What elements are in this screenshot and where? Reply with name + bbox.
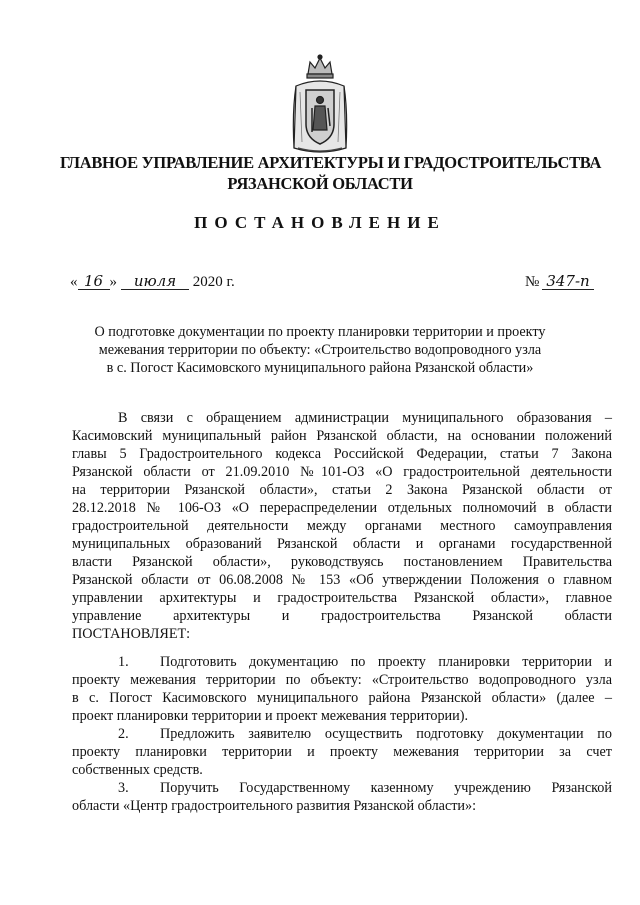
document-number <box>525 273 594 291</box>
subject-line-3: в с. Погост Касимовского муниципального района Рязанской области» <box>106 360 534 376</box>
item-line: проекту межевания территории по объекту: «Строительство водопроводного узла <box>72 672 612 688</box>
preamble-resolves: ПОСТАНОВЛЯЕТ: <box>72 626 191 642</box>
resolution-item-3 <box>72 779 612 815</box>
preamble-line: 28.12.2018 № 106-ОЗ «О перераспределении отдельных полномочий в области <box>72 500 612 516</box>
date-quote-close: » <box>109 274 117 290</box>
item-line: проект планировки территории и проект межевания территории). <box>72 708 469 724</box>
item-line: Подготовить документацию по проекту планировки территории и <box>160 654 612 670</box>
document-body <box>72 409 612 815</box>
preamble-line: градостроительной деятельности между органами местного самоуправления <box>72 518 612 534</box>
item-number: 2. <box>118 726 129 742</box>
preamble-line: Рязанской области от 06.08.2008 № 153 «Об утверждении Положения о главном <box>72 572 612 588</box>
item-line: Предложить заявителю осуществить подготовку документации по <box>160 726 612 742</box>
item-line: Поручить Государственному казенному учреждению Рязанской <box>160 780 612 796</box>
subject-line-1: О подготовке документации по проекту планировки территории и проекту <box>94 324 546 340</box>
date-month: июля <box>121 273 189 290</box>
preamble-line: управлении архитектуры и градостроительства Рязанской области», главное <box>72 590 612 606</box>
document-date <box>70 273 235 291</box>
date-year: 2020 г. <box>192 274 235 290</box>
coat-of-arms-emblem <box>288 52 352 156</box>
preamble-line: главы 5 Градостроительного кодекса Российской Федерации, статьи 7 Закона <box>72 446 612 462</box>
organization-name <box>60 152 602 194</box>
date-day: 16 <box>78 273 110 290</box>
number-value: 347-п <box>542 273 594 290</box>
item-line: области «Центр градостроительного развития Рязанской области»: <box>72 798 477 814</box>
preamble-line: власти Рязанской области», руководствуясь постановлением Правительства <box>72 554 612 570</box>
resolution-item-1 <box>72 653 612 725</box>
document-subject <box>90 323 550 377</box>
document-type-title: ПОСТАНОВЛЕНИЕ <box>194 213 446 232</box>
preamble-line: управление архитектуры и градостроительства Рязанской области <box>72 608 612 624</box>
preamble-line: В связи с обращением администрации муниципального образования – <box>118 410 612 426</box>
preamble-line: на территории Рязанской области», статьи 2 Закона Рязанской области от <box>72 482 612 498</box>
resolution-item-2 <box>72 725 612 779</box>
preamble-line: муниципальных образований Рязанской области и органами государственной <box>72 536 612 552</box>
organization-name-line-1: ГЛАВНОЕ УПРАВЛЕНИЕ АРХИТЕКТУРЫ И ГРАДОСТРОИТЕЛЬСТВА <box>60 153 602 172</box>
item-line: собственных средств. <box>72 762 203 778</box>
preamble-line: Рязанской области от 21.09.2010 №101-ОЗ «О градостроительной деятельности <box>72 464 612 480</box>
item-line: в с. Погост Касимовского муниципального района Рязанской области» (далее – <box>72 690 612 706</box>
item-number: 3. <box>118 780 129 796</box>
organization-name-line-2: РЯЗАНСКОЙ ОБЛАСТИ <box>227 174 413 193</box>
item-number: 1. <box>118 654 129 670</box>
preamble-line: Касимовский муниципальный район Рязанской области, на основании положений <box>72 428 612 444</box>
date-quote-open: « <box>70 274 78 290</box>
subject-line-2: межевания территории по объекту: «Строительство водопроводного узла <box>98 342 542 358</box>
item-line: проекту планировки территории и проекту межевания территории за счет <box>72 744 612 760</box>
number-prefix: № <box>525 274 540 290</box>
